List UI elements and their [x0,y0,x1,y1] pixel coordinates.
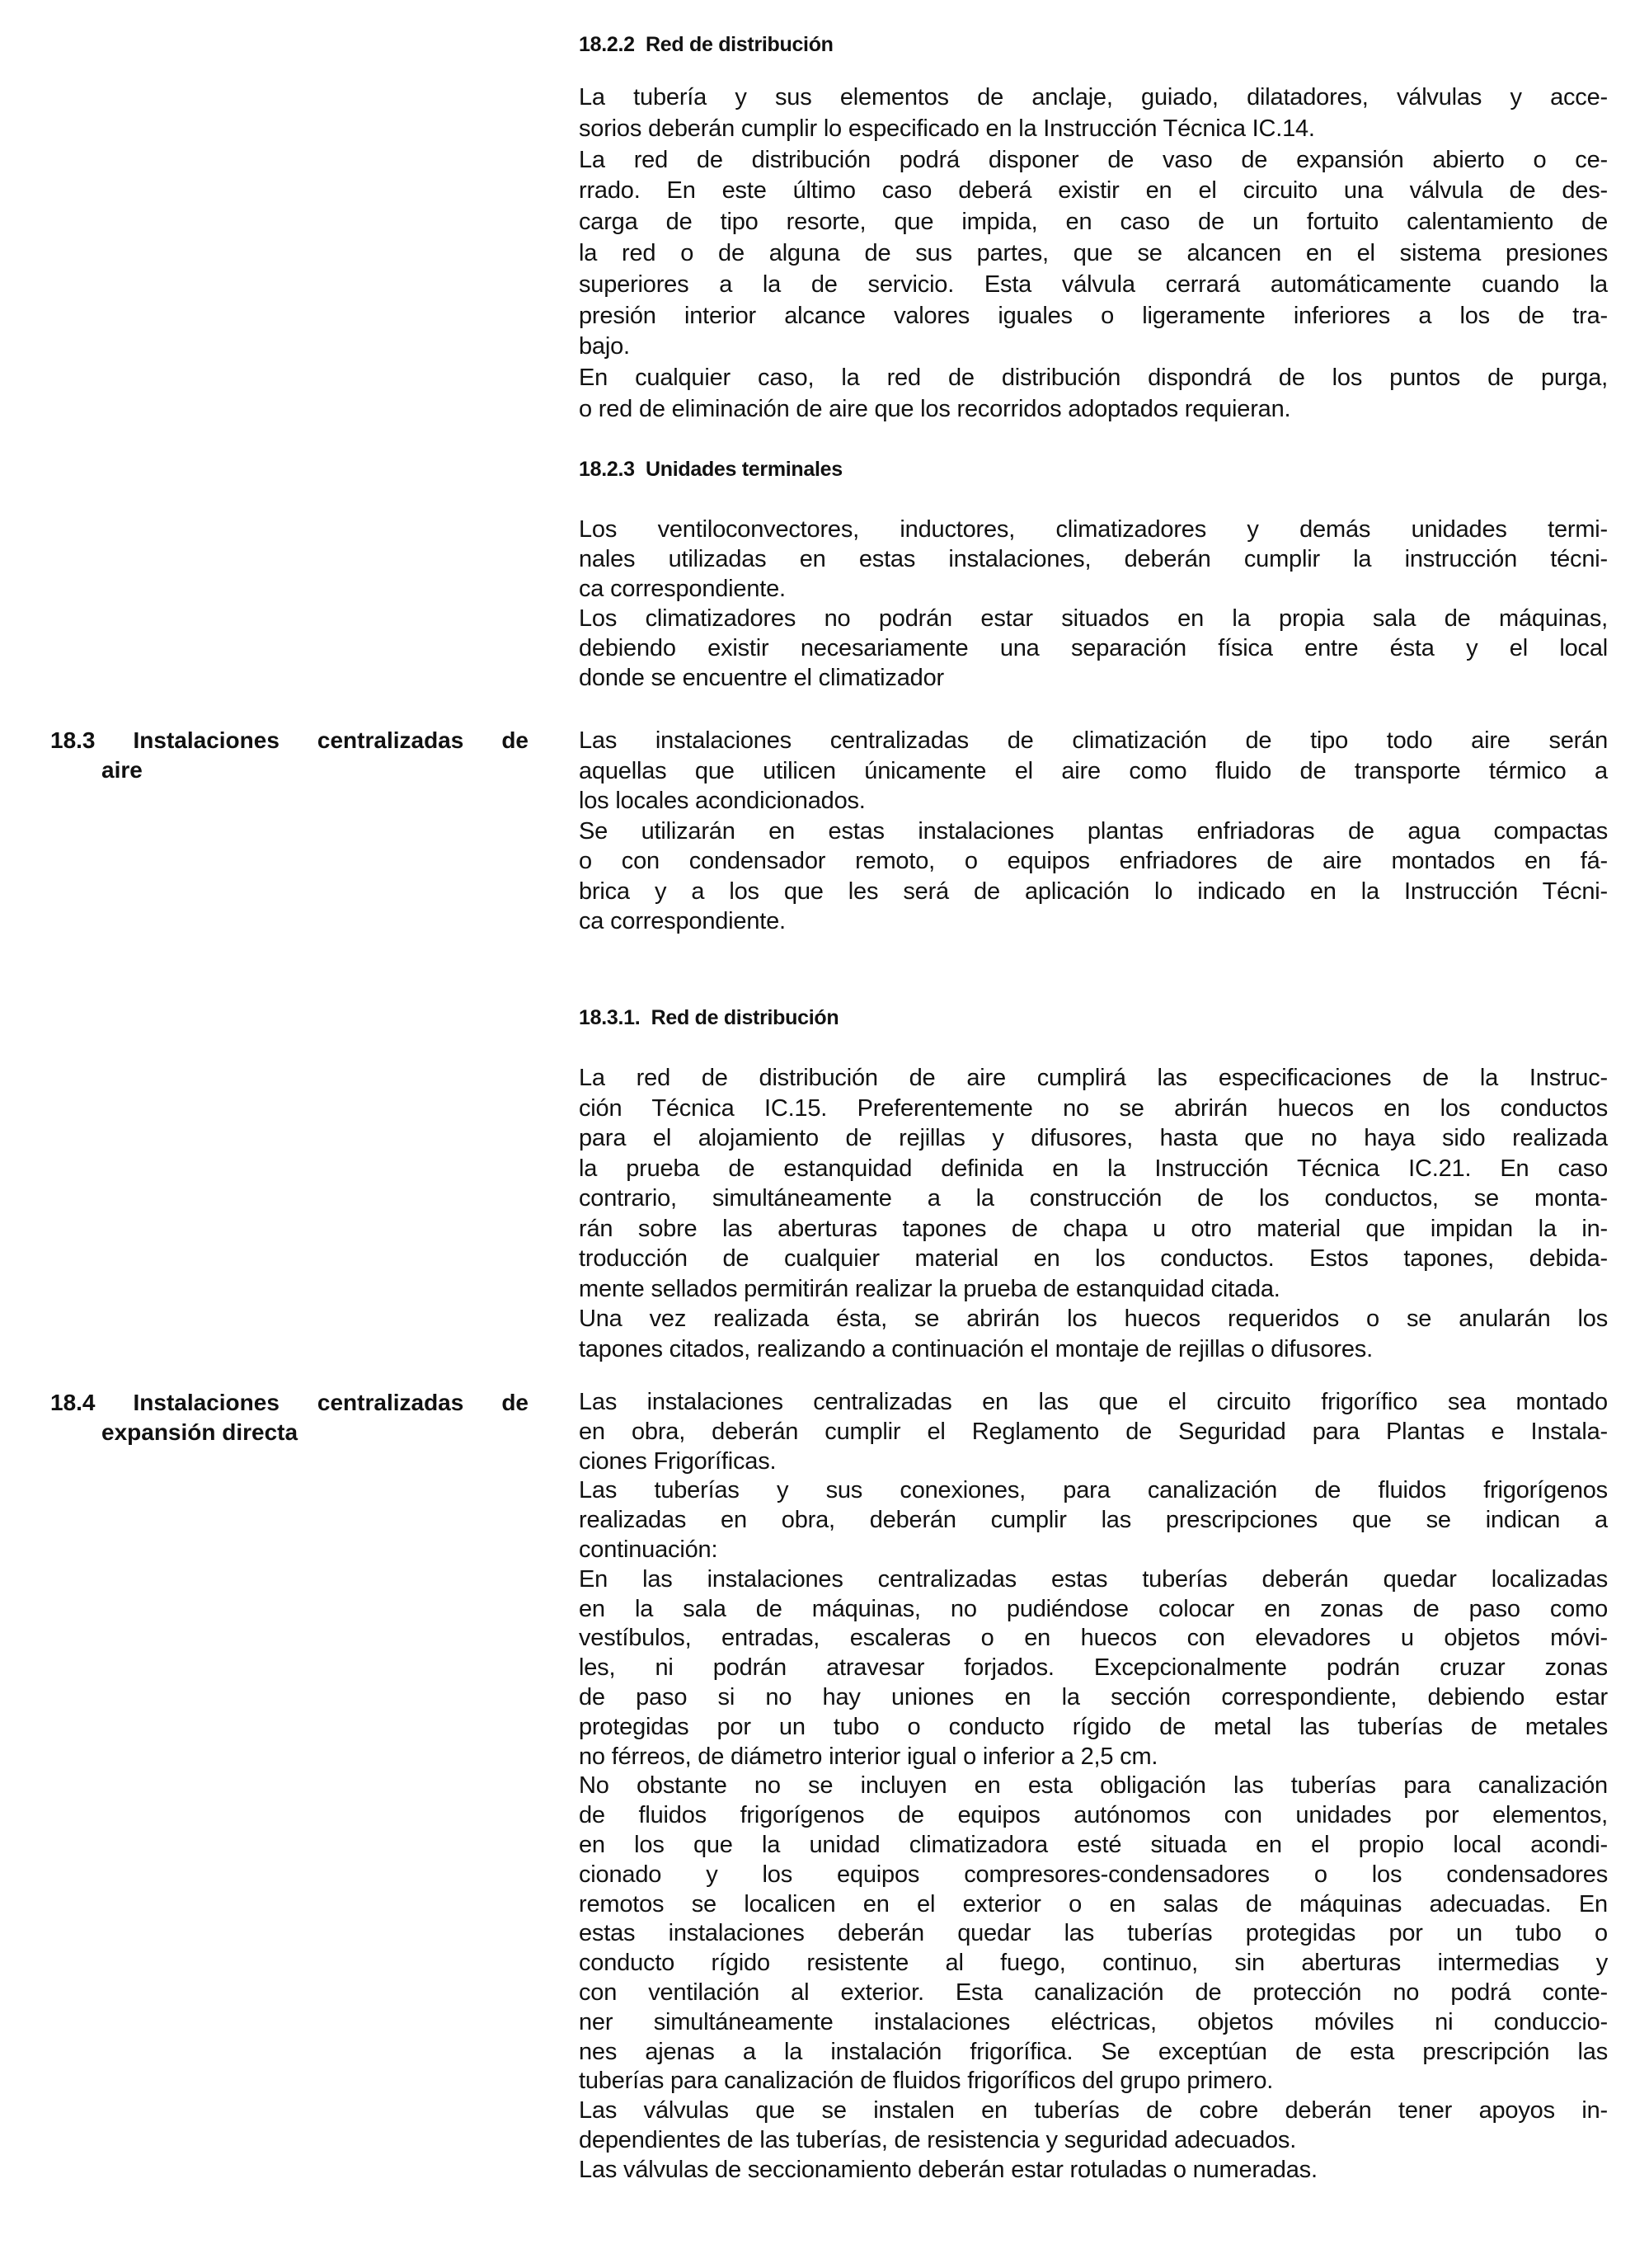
paragraph [579,2096,1608,2156]
text-line: Los climatizadores no podrán estar situados en la propia sala de máquinas, [579,605,1608,632]
text-line: tapones citados, realizando a continuación el montaje de rejillas o difusores. [579,1335,1373,1362]
text-line: les, ni podrán atravesar forjados. Excepcionalmente podrán cruzar zonas [579,1654,1608,1682]
text-line: no férreos, de diámetro interior igual o inferior a 2,5 cm. [579,1743,1158,1770]
text-line: continuación: [579,1536,718,1563]
text-line: Los ventiloconvectores, inductores, climatizadores y demás unidades termi- [579,516,1608,543]
text-line: La red de distribución podrá disponer de vaso de expansión abierto o ce- [579,146,1608,173]
text-line: cionado y los equipos compresores-condensadores o los condensadores [579,1861,1608,1888]
paragraph [579,1063,1608,1304]
paragraph [579,363,1608,426]
text-block-18-2-3 [579,515,1608,693]
text-line: Las válvulas de seccionamiento deberán estar rotuladas o numeradas. [579,2156,1318,2183]
text-line: ner simultáneamente instalaciones eléctricas, objetos móviles ni conduccio- [579,2008,1608,2035]
text-line: Una vez realizada ésta, se abrirán los huecos requeridos o se anularán los [579,1306,1608,1332]
text-block-18-4 [579,1388,1608,2186]
text-line: la prueba de estanquidad definida en la Instrucción Técnica IC.21. En caso [579,1155,1608,1182]
text-line: de fluidos frigorígenos de equipos autónomos con unidades por elementos, [579,1802,1608,1829]
subsection-heading-18-2-3: 18.2.3 Unidades terminales [579,458,843,481]
text-line: bajo. [579,333,630,360]
text-line: para el alojamiento de rejillas y difusores, hasta que no haya sido realizada [579,1125,1608,1151]
text-line: Las tuberías y sus conexiones, para canalización de fluidos frigorígenos [579,1477,1608,1504]
section-heading-line: expansión directa [101,1419,298,1445]
text-line: en los que la unidad climatizadora esté situada en el propio local acondi- [579,1831,1608,1858]
text-line: ca correspondiente. [579,908,786,934]
text-line: aquellas que utilicen únicamente el aire como fluido de transporte térmico a [579,757,1608,784]
text-line: los locales acondicionados. [579,788,866,814]
text-line: rrado. En este último caso deberá existir en el circuito una válvula de des- [579,177,1608,205]
paragraph [579,1476,1608,1565]
text-line: tuberías para canalización de fluidos frigoríficos del grupo primero. [579,2068,1274,2095]
text-line: de paso si no hay uniones en la sección correspondiente, debiendo estar [579,1683,1608,1710]
text-line: realizadas en obra, deberán cumplir las prescripciones que se indican a [579,1507,1608,1534]
text-line: En cualquier caso, la red de distribución dispondrá de los puntos de purga, [579,365,1608,392]
paragraph [579,1772,1608,2096]
text-line: la red o de alguna de sus partes, que se alcancen en el sistema presiones [579,239,1608,266]
text-line: o con condensador remoto, o equipos enfriadores de aire montados en fá- [579,848,1608,874]
text-line: ción Técnica IC.15. Preferentemente no se abrirán huecos en los conductos [579,1094,1608,1122]
paragraph [579,1565,1608,1772]
text-line: presión interior alcance valores iguales o ligeramente inferiores a los de tra- [579,302,1608,329]
text-line: No obstante no se incluyen en esta obligación las tuberías para canalización [579,1772,1608,1800]
paragraph [579,816,1608,937]
text-line: o red de eliminación de aire que los recorridos adoptados requieran. [579,395,1291,422]
section-heading-18-3 [50,726,529,785]
paragraph [579,726,1608,816]
paragraph [579,515,1608,604]
text-line: dependientes de las tuberías, de resistencia y seguridad adecuados. [579,2126,1297,2153]
text-line: brica y a los que les será de aplicación lo indicado en la Instrucción Técni- [579,878,1608,905]
text-line: ca correspondiente. [579,576,786,602]
text-block-18-3-1 [579,1063,1608,1364]
text-line: contrario, simultáneamente a la construcción de los conductos, se monta- [579,1185,1608,1212]
text-line: mente sellados permitirán realizar la prueba de estanquidad citada. [579,1275,1280,1302]
text-line: superiores a la de servicio. Esta válvula cerrará automáticamente cuando la [579,271,1608,298]
text-line: sorios deberán cumplir lo especificado en la Instrucción Técnica IC.14. [579,115,1315,142]
paragraph [579,1304,1608,1364]
subsection-heading-18-3-1: 18.3.1. Red de distribución [579,1006,839,1029]
text-line: Las instalaciones centralizadas en las que el circuito frigorífico sea montado [579,1389,1608,1415]
text-line: donde se encuentre el climatizador [579,665,944,691]
text-line: La tubería y sus elementos de anclaje, guiado, dilatadores, válvulas y acce- [579,84,1608,111]
section-heading-line: 18.4 Instalaciones centralizadas de [50,1390,529,1415]
section-heading-line: 18.3 Instalaciones centralizadas de [50,727,529,753]
paragraph [579,604,1608,693]
section-heading-18-4 [50,1388,529,1447]
text-line: Las válvulas que se instalen en tuberías de cobre deberán tener apoyos in- [579,2097,1608,2124]
text-line: en obra, deberán cumplir el Reglamento de Seguridad para Plantas e Instala- [579,1418,1608,1445]
text-block-18-2-2 [579,82,1608,426]
text-block-18-3 [579,726,1608,937]
text-line: troducción de cualquier material en los conductos. Estos tapones, debida- [579,1245,1608,1272]
text-line: En las instalaciones centralizadas estas tuberías deberán quedar localizadas [579,1565,1608,1593]
paragraph [579,82,1608,145]
subsection-heading-18-2-2: 18.2.2 Red de distribución [579,33,834,56]
text-line: Se utilizarán en estas instalaciones plantas enfriadoras de agua compactas [579,817,1608,845]
text-line: carga de tipo resorte, que impida, en caso de un fortuito calentamiento de [579,209,1608,236]
text-line: Las instalaciones centralizadas de climatización de tipo todo aire serán [579,727,1608,754]
text-line: nes ajenas a la instalación frigorífica. Se exceptúan de esta prescripción las [579,2038,1608,2065]
text-line: ciones Frigoríficas. [579,1447,777,1475]
text-line: con ventilación al exterior. Esta canalización de protección no podrá conte- [579,1979,1608,2006]
paragraph [579,1388,1608,1476]
text-line: remotos se localicen en el exterior o en salas de máquinas adecuadas. En [579,1890,1608,1917]
section-heading-line: aire [101,757,143,783]
text-line: en la sala de máquinas, no pudiéndose colocar en zonas de paso como [579,1595,1608,1622]
paragraph [579,145,1608,364]
text-line: protegidas por un tubo o conducto rígido de metal las tuberías de metales [579,1713,1608,1740]
text-line: vestíbulos, entradas, escaleras o en huecos con elevadores u objetos móvi- [579,1625,1608,1652]
text-line: La red de distribución de aire cumplirá las especificaciones de la Instruc- [579,1065,1608,1091]
text-line: estas instalaciones deberán quedar las tuberías protegidas por un tubo o [579,1920,1608,1947]
text-line: nales utilizadas en estas instalaciones, deberán cumplir la instrucción técni- [579,546,1608,572]
text-line: conducto rígido resistente al fuego, continuo, sin aberturas intermedias y [579,1950,1608,1977]
paragraph [579,2156,1608,2186]
text-line: debiendo existir necesariamente una separación física entre ésta y el local [579,635,1608,661]
text-line: rán sobre las aberturas tapones de chapa u otro material que impidan la in- [579,1215,1608,1242]
